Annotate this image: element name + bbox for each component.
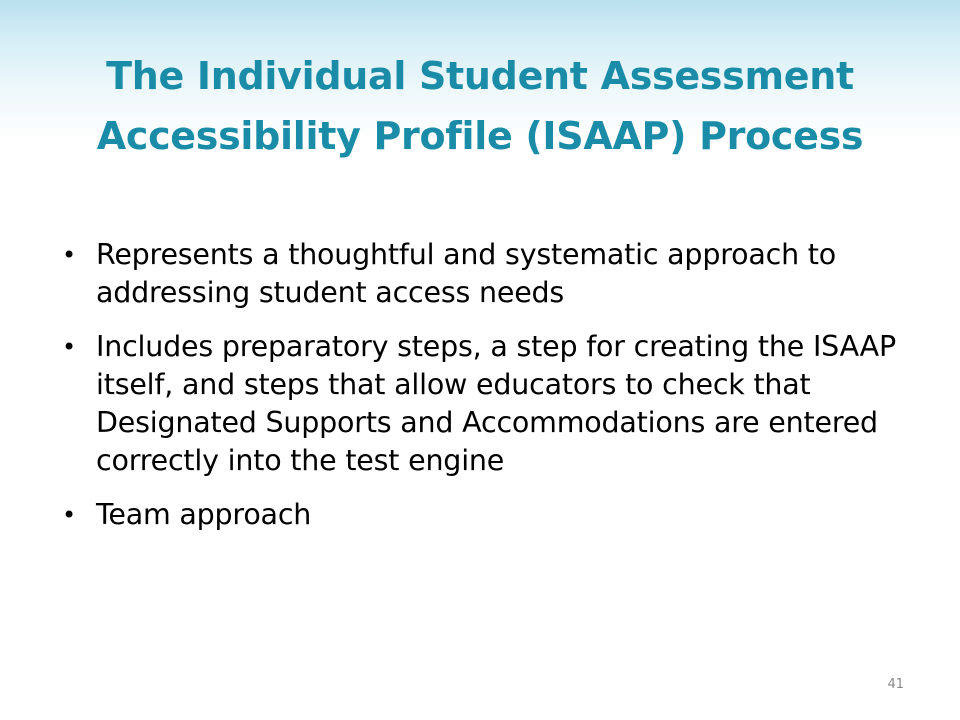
bullet-text: Includes preparatory steps, a step for creating the ISAAP itself, and steps that allow educators to check that Designated Supports and Accommodations are entered correctly into the test engine xyxy=(96,330,896,477)
bullet-item xyxy=(62,496,902,534)
page-number: 41 xyxy=(887,677,904,692)
bullet-dot-icon: • xyxy=(62,241,76,269)
bullet-item xyxy=(62,236,902,312)
bullet-item xyxy=(62,328,902,480)
slide-title xyxy=(40,46,920,166)
bullet-list xyxy=(62,236,902,550)
bullet-text: Team approach xyxy=(96,498,312,531)
bullet-text: Represents a thoughtful and systematic approach to addressing student access needs xyxy=(96,238,837,309)
bullet-dot-icon: • xyxy=(62,501,76,529)
slide-title-line-1: The Individual Student Assessment xyxy=(106,54,854,98)
bullet-dot-icon: • xyxy=(62,333,76,361)
slide-title-line-2: Accessibility Profile (ISAAP) Process xyxy=(96,114,864,158)
